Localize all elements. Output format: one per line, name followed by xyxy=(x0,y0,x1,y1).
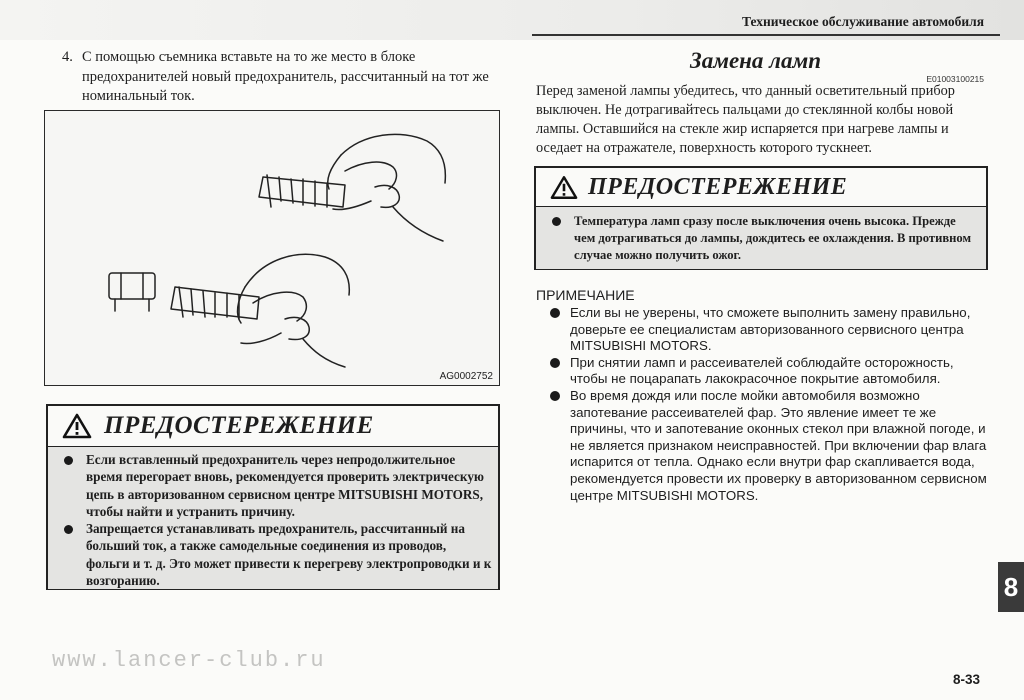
section-title: Замена ламп xyxy=(690,48,822,73)
note-item-text: При снятии ламп и рассеивателей соблюдайте осторожность, чтобы не поцарапать лакокрасочное покрытие автомобиля. xyxy=(570,354,954,387)
bullet-dot-icon xyxy=(550,308,560,318)
bullet-dot-icon xyxy=(552,217,561,226)
warning-body xyxy=(48,447,498,589)
note-item-text: Во время дождя или после мойки автомобиля возможно запотевание рассеивателей фар. Это явление имеет те же причины, что и запотевание оконных стекол при влажной погоде, и не является признаком неисправностей. При включении фар влага испарится от тепла. Однако если внутри фар скапливается вода, рекомендуется провести их проверку в авторизованном сервисном центре MITSUBISHI MOTORS. xyxy=(570,387,987,503)
warning-title: ПРЕДОСТЕРЕЖЕНИЕ xyxy=(104,412,374,439)
warning-header xyxy=(48,406,498,447)
page-number: 8-33 xyxy=(952,672,980,687)
note-label: ПРИМЕЧАНИЕ xyxy=(536,287,635,303)
note-item xyxy=(570,305,990,355)
chapter-tab: 8 xyxy=(998,562,1024,612)
section-intro: Перед заменой лампы убедитесь, что данный осветительный прибор выключен. Не дотрагивайтесь пальцами до стеклянной колбы новой лампы. Оставшийся на стекле жир испаряется при нагреве лампы и оседает на отражателе, поверхность которого тускнеет. xyxy=(536,83,955,156)
step-number: 4. xyxy=(62,49,73,65)
warning-body xyxy=(536,207,986,269)
illustration-drawing xyxy=(45,111,499,385)
warning-item-text: Запрещается устанавливать предохранитель, рассчитанный на больший ток, а также самодельные соединения из проводов, фольги и т. д. Это может привести к перегреву электропроводки и к возгоранию. xyxy=(86,521,492,589)
notes-list xyxy=(570,305,990,504)
warning-triangle-icon xyxy=(550,175,578,200)
warning-item-text: Температура ламп сразу после выключения очень высока. Прежде чем дотрагиваться до лампы, дождитесь ее охлаждения. В противном случае можно получить ожог. xyxy=(574,214,972,262)
fuse-puller-illustration xyxy=(44,110,500,386)
header-rule xyxy=(532,34,1000,36)
warning-item-text: Если вставленный предохранитель через непродолжительное время перегорает вновь, рекомендуется проверить электрическую цепь в авторизованном сервисном центре MITSUBISHI MOTORS, чтобы найти и устранить причину. xyxy=(86,452,484,519)
warning-item xyxy=(86,520,492,589)
note-item xyxy=(570,355,990,388)
page-header-title: Техническое обслуживание автомобиля xyxy=(742,14,984,29)
warning-item xyxy=(86,451,492,520)
step-4 xyxy=(62,48,492,107)
warning-title: ПРЕДОСТЕРЕЖЕНИЕ xyxy=(588,173,848,200)
bullet-dot-icon xyxy=(550,391,560,401)
figure-code: AG0002752 xyxy=(439,371,493,382)
step-text: С помощью съемника вставьте на то же место в блоке предохранителей новый предохранитель, рассчитанный на тот же номинальный ток. xyxy=(82,49,489,104)
section-code: E01003100215 xyxy=(926,74,984,84)
bullet-dot-icon xyxy=(64,525,73,534)
site-watermark: www.lancer-club.ru xyxy=(52,648,326,673)
warning-box-fuse xyxy=(46,404,500,590)
warning-header xyxy=(536,168,986,207)
bullet-dot-icon xyxy=(550,358,560,368)
note-item xyxy=(570,388,990,504)
bullet-dot-icon xyxy=(64,456,73,465)
note-item-text: Если вы не уверены, что сможете выполнить замену правильно, доверьте ее специалистам авторизованного сервисного центра MITSUBISHI MOTORS. xyxy=(570,305,971,354)
warning-item xyxy=(574,213,980,264)
warning-triangle-icon xyxy=(62,413,92,439)
warning-box-lamp xyxy=(534,166,988,270)
